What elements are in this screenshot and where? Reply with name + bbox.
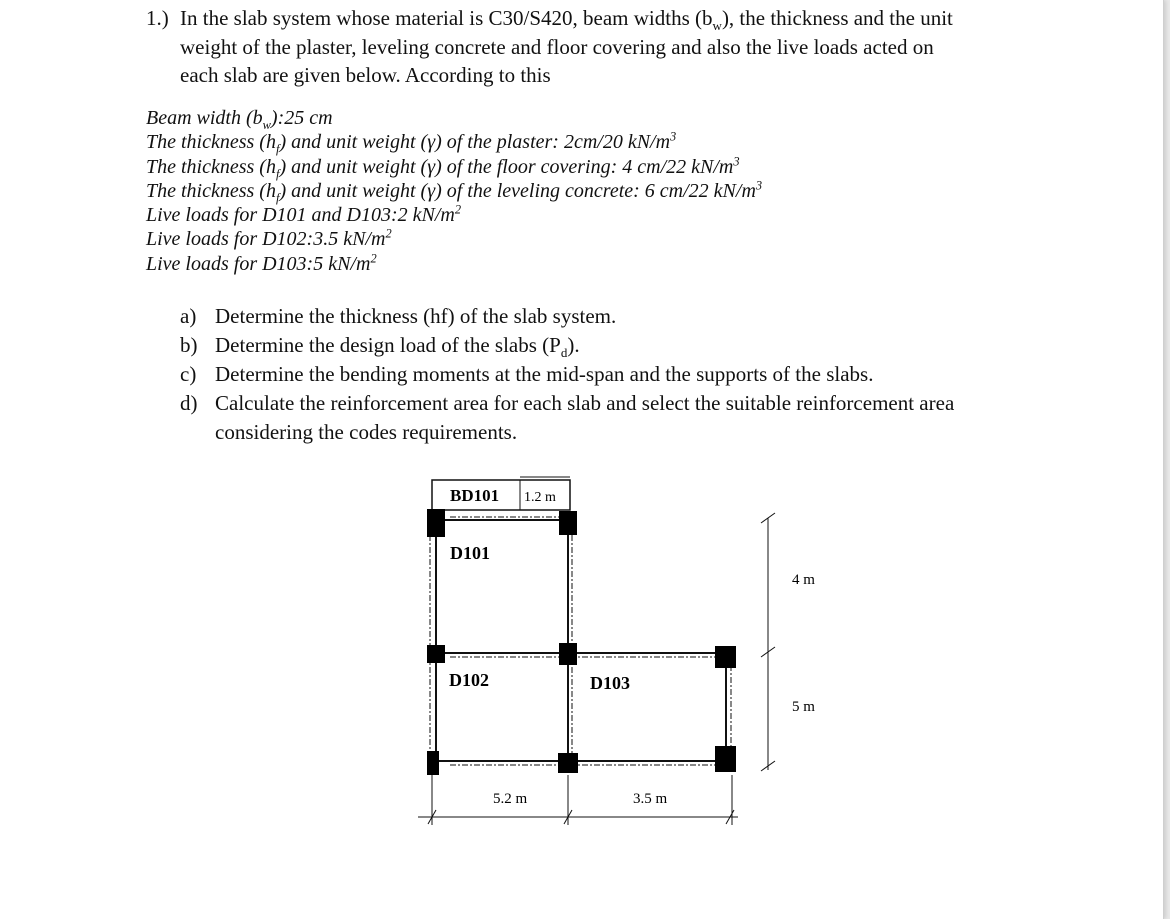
slab-d101-label: D101 — [450, 543, 490, 563]
given-plaster-text: The thickness (h — [146, 131, 276, 154]
column — [715, 646, 736, 668]
given-plaster-sub: f — [275, 142, 280, 157]
slab-d101-outline — [436, 520, 568, 653]
given-floor-covering-value: ) and unit weight (γ) of the floor covering: 4 cm/22 kN/m — [279, 155, 734, 178]
question-line-2: weight of the plaster, leveling concrete and floor covering and also the live loads acted on — [180, 34, 934, 59]
given-leveling-concrete-value: ) and unit weight (γ) of the leveling concrete: 6 cm/22 kN/m — [279, 179, 756, 202]
task-sub: d — [560, 345, 568, 361]
given-leveling-concrete-sub: f — [275, 190, 280, 205]
given-beam-width-sub: w — [262, 118, 271, 132]
given-plaster-value: ) and unit weight (γ) of the plaster: 2cm/20 kN/m — [279, 131, 671, 154]
slab-d103-label: D103 — [590, 673, 630, 693]
given-live-d102-text: Live loads for D102:3.5 kN/m — [146, 228, 386, 251]
column — [559, 511, 577, 535]
question-line-1-sub: w — [712, 18, 722, 34]
given-beam-width-value: ):25 cm — [270, 107, 333, 129]
column — [427, 509, 445, 537]
slab-d103-outline — [568, 653, 726, 761]
given-live-d103-sup: 2 — [370, 251, 377, 266]
task-text: Determine the design load of the slabs (P — [215, 333, 561, 357]
slab-d102-label: D102 — [449, 670, 489, 690]
given-floor-covering-sup: 3 — [733, 153, 740, 168]
given-plaster-sup: 3 — [670, 129, 677, 144]
given-floor-covering-sub: f — [275, 166, 280, 181]
task-text: Calculate the reinforcement area for each slab and select the suitable reinforcement area considering the codes requirements. — [215, 391, 955, 444]
column — [559, 643, 577, 665]
task-text: Determine the bending moments at the mid-span and the supports of the slabs. — [215, 362, 874, 386]
given-beam-width-text: Beam width (b — [146, 107, 263, 129]
given-leveling-concrete-text: The thickness (h — [146, 179, 276, 202]
task-text-post: ). — [567, 333, 580, 357]
column — [715, 746, 736, 772]
dimension-5m-label: 5 m — [792, 699, 815, 715]
dimension-5-2m-label: 5.2 m — [493, 791, 528, 807]
dimension-3-5m-label: 3.5 m — [633, 791, 668, 807]
question-line-1-text: In the slab system whose material is C30/S420, beam widths (b — [180, 6, 713, 30]
cantilever-label: BD101 — [450, 486, 500, 505]
column — [558, 753, 578, 773]
given-floor-covering-text: The thickness (h — [146, 155, 276, 178]
task-label: a) — [180, 304, 197, 328]
task-label: c) — [180, 362, 197, 386]
dimension-4m-label: 4 m — [792, 572, 815, 588]
column — [427, 751, 439, 775]
question-number: 1.) — [146, 6, 169, 30]
given-live-d103-text: Live loads for D103:5 kN/m — [146, 252, 371, 275]
column — [427, 645, 445, 663]
task-label: d) — [180, 391, 198, 415]
given-live-d101-d103-text: Live loads for D101 and D103:2 kN/m — [146, 204, 455, 227]
cantilever-span-label: 1.2 m — [524, 490, 556, 505]
question-line-3: each slab are given below. According to this — [180, 63, 551, 87]
task-label: b) — [180, 333, 198, 357]
question-line-1-rest: ), the thickness and the unit — [721, 6, 953, 30]
task-text: Determine the thickness (hf) of the slab system. — [215, 304, 617, 328]
given-live-d101-d103-sup: 2 — [454, 202, 462, 217]
given-live-d102-sup: 2 — [385, 226, 392, 241]
given-leveling-concrete-sup: 3 — [755, 178, 763, 193]
